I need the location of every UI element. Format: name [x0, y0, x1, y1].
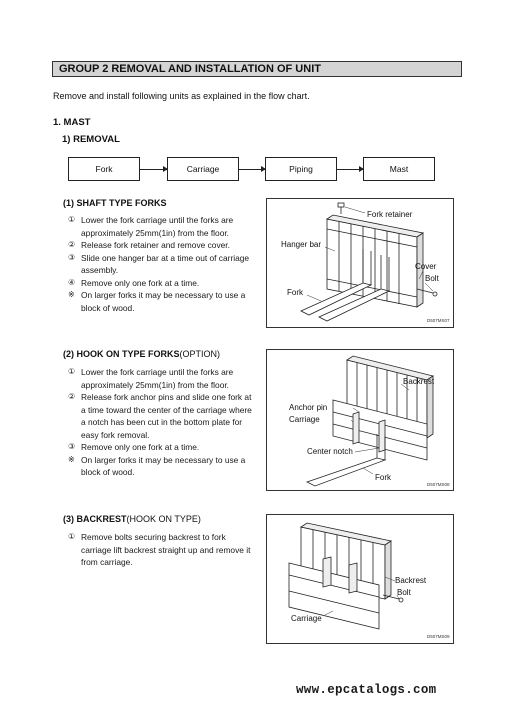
callout-cover: Cover: [415, 262, 437, 271]
flow-arrow: [239, 169, 265, 170]
callout-carriage: Carriage: [289, 415, 320, 424]
step-list-backrest: [68, 531, 254, 569]
list-item: ③ Remove only one fork at a time.: [68, 442, 200, 452]
flow-step-mast: Mast: [363, 157, 435, 181]
figure-code: D507MS07: [427, 318, 450, 323]
figure-hook-on-forks: [266, 349, 454, 491]
callout-bolt: Bolt: [397, 588, 411, 597]
list-item: ④ Remove only one fork at a time.: [68, 277, 200, 288]
list-item: ※ On larger forks it may be necessary to use a block of wood.: [68, 454, 246, 477]
callout-anchor-pin: Anchor pin: [289, 403, 328, 412]
callout-carriage: Carriage: [291, 614, 322, 623]
callout-hanger-bar: Hanger bar: [281, 240, 322, 249]
list-item: ② Release fork anchor pins and slide one fork at a time toward the center of the carriage where a notch has been cut in the bottom plate for easy fork removal.: [68, 392, 252, 440]
section-title: 1. MAST: [53, 117, 91, 128]
list-item: ※ On larger forks it may be necessary to use a block of wood.: [68, 290, 246, 313]
hook-on-fork-diagram: [267, 350, 453, 490]
step-title-shaft-forks: (1) SHAFT TYPE FORKS: [63, 198, 167, 208]
flow-chart: [68, 157, 438, 181]
step-title-backrest: (3) BACKREST(HOOK ON TYPE): [63, 514, 201, 524]
step-list-hook-on-forks: [68, 366, 254, 479]
callout-fork-retainer: Fork retainer: [367, 210, 413, 219]
list-item: ③ Slide one hanger bar at a time out of carriage assembly.: [68, 252, 250, 275]
figure-shaft-forks: [266, 198, 454, 328]
shaft-fork-diagram: [267, 199, 453, 327]
callout-fork: Fork: [287, 288, 303, 297]
callout-fork: Fork: [375, 473, 391, 482]
step-title-hook-on-forks: (2) HOOK ON TYPE FORKS(OPTION): [63, 349, 221, 359]
step-list-shaft-forks: [68, 214, 254, 314]
list-item: ① Lower the fork carriage until the forks are approximately 25mm(1in) from the floor.: [68, 367, 234, 390]
list-item: ① Lower the fork carriage until the forks are approximately 25mm(1in) from the floor.: [68, 215, 234, 238]
callout-center-notch: Center notch: [307, 447, 353, 456]
backrest-diagram: [267, 515, 453, 643]
flow-arrow: [337, 169, 363, 170]
flow-arrow: [140, 169, 167, 170]
callout-backrest: Backrest: [403, 377, 435, 386]
subsection-title: 1) REMOVAL: [62, 134, 120, 145]
intro-text: Remove and install following units as explained in the flow chart.: [53, 91, 310, 101]
callout-bolt: Bolt: [425, 274, 439, 283]
list-item: ② Release fork retainer and remove cover.: [68, 240, 230, 250]
flow-step-carriage: Carriage: [167, 157, 239, 181]
flow-step-fork: Fork: [68, 157, 140, 181]
flow-step-piping: Piping: [265, 157, 337, 181]
callout-backrest: Backrest: [395, 576, 427, 585]
list-item: ① Remove bolts securing backrest to fork carriage lift backrest straight up and remove it from carriage.: [68, 532, 251, 567]
figure-backrest: [266, 514, 454, 644]
figure-code: D507MS09: [427, 634, 450, 639]
group-header: GROUP 2 REMOVAL AND INSTALLATION OF UNIT: [52, 61, 462, 77]
figure-code: D507MS08: [427, 482, 450, 487]
watermark-url: www.epcatalogs.com: [296, 683, 437, 697]
